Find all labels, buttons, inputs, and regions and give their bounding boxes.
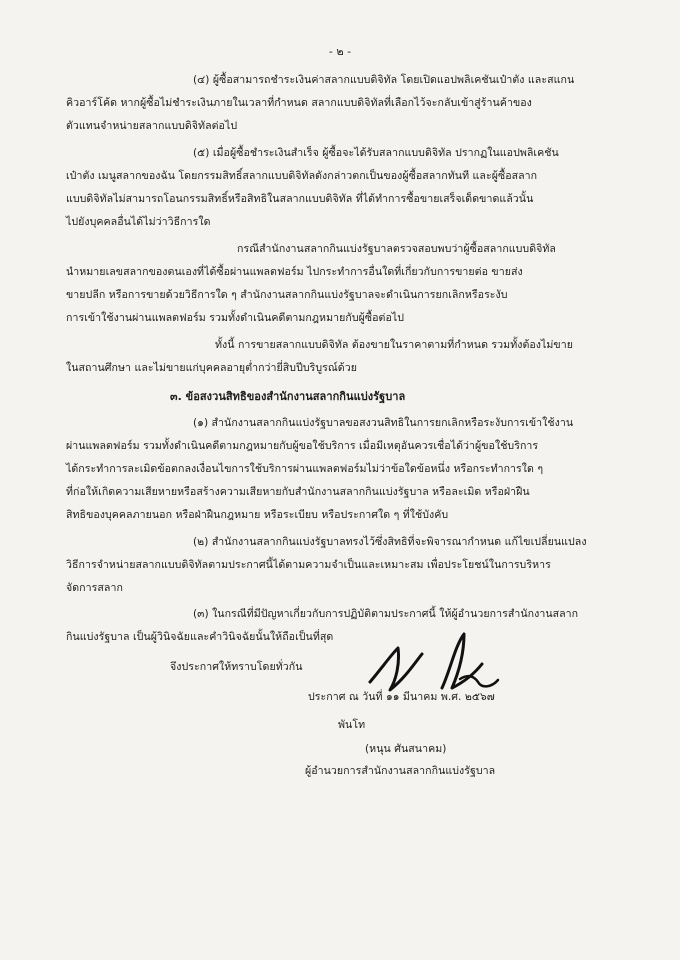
text-line: จัดการสลาก	[66, 582, 123, 594]
section-heading: ๓. ข้อสงวนสิทธิของสำนักงานสลากกินแบ่งรัฐบาล	[170, 390, 406, 403]
closing-statement: จึงประกาศให้ทราบโดยทั่วกัน	[170, 661, 303, 673]
text-line: ไปยังบุคคลอื่นได้ไม่ว่าวิธีการใด	[66, 216, 211, 228]
text-line: ขายปลีก หรือการขายด้วยวิธีการใด ๆ สำนักงานสลากกินแบ่งรัฐบาลจะดำเนินการยกเลิกหรือระงับ	[66, 289, 508, 301]
text-line: ทั้งนี้ การขายสลากแบบดิจิทัล ต้องขายในราคาตามที่กำหนด รวมทั้งต้องไม่ขาย	[215, 339, 573, 351]
text-line: การเข้าใช้งานผ่านแพลตฟอร์ม รวมทั้งดำเนินคดีตามกฎหมายกับผู้ซื้อต่อไป	[66, 312, 405, 324]
text-line: ในสถานศึกษา และไม่ขายแก่บุคคลอายุต่ำกว่ายี่สิบปีบริบูรณ์ด้วย	[66, 362, 357, 374]
page-number: - ๒ -	[328, 45, 352, 58]
text-line: แบบดิจิทัลไม่สามารถโอนกรรมสิทธิ์หรือสิทธิในสลากแบบดิจิทัล ที่ได้ทำการซื้อขายเสร็จเด็ดขาดแล้วนั้น	[66, 193, 534, 205]
text-line: สิทธิของบุคคลภายนอก หรือฝ่าฝืนกฎหมาย หรือระเบียบ หรือประกาศใด ๆ ที่ใช้บังคับ	[66, 509, 449, 521]
text-line: คิวอาร์โค้ด หากผู้ซื้อไม่ชำระเงินภายในเวลาที่กำหนด สลากแบบดิจิทัลที่เลือกไว้จะกลับเข้าสู่ร้านค้าของ	[66, 97, 532, 109]
rank-title: พันโท	[338, 719, 366, 731]
announcement-date: ประกาศ ณ วันที่ ๑๑ มีนาคม พ.ศ. ๒๕๖๗	[308, 691, 495, 703]
signatory-position: ผู้อำนวยการสำนักงานสลากกินแบ่งรัฐบาล	[305, 765, 496, 777]
text-line: (๕) เมื่อผู้ซื้อชำระเงินสำเร็จ ผู้ซื้อจะได้รับสลากแบบดิจิทัล ปรากฏในแอปพลิเคชัน	[193, 147, 559, 159]
text-line: กินแบ่งรัฐบาล เป็นผู้วินิจฉัยและคำวินิจฉัยนั้นให้ถือเป็นที่สุด	[66, 631, 334, 643]
text-line: (๔) ผู้ซื้อสามารถชำระเงินค่าสลากแบบดิจิทัล โดยเปิดแอปพลิเคชันเป๋าตัง และสแกน	[193, 74, 575, 86]
text-line: นำหมายเลขสลากของตนเองที่ได้ซื้อผ่านแพลตฟอร์ม ไปกระทำการอื่นใดที่เกี่ยวกับการขายต่อ ขายส่ง	[66, 266, 523, 278]
text-line: ที่ก่อให้เกิดความเสียหายหรือสร้างความเสียหายกับสำนักงานสลากกินแบ่งรัฐบาล หรือละเมิด หรือฝ่าฝืน	[66, 486, 530, 498]
text-line: กรณีสำนักงานสลากกินแบ่งรัฐบาลตรวจสอบพบว่าผู้ซื้อสลากแบบดิจิทัล	[237, 243, 556, 255]
signatory-name: (หนุน ศันสนาคม)	[365, 743, 447, 755]
text-line: (๑) สำนักงานสลากกินแบ่งรัฐบาลขอสงวนสิทธิในการยกเลิกหรือระงับการเข้าใช้งาน	[193, 417, 574, 429]
text-line: ตัวแทนจำหน่ายสลากแบบดิจิทัลต่อไป	[66, 120, 238, 132]
handwritten-signature	[360, 626, 510, 696]
text-line: เป๋าตัง เมนูสลากของฉัน โดยกรรมสิทธิ์สลากแบบดิจิทัลดังกล่าวตกเป็นของผู้ซื้อสลากทันที และผู้ซื้อสลาก	[66, 170, 538, 182]
text-line: ได้กระทำการละเมิดข้อตกลงเงื่อนไขการใช้บริการผ่านแพลตฟอร์มไม่ว่าข้อใดข้อหนึ่ง หรือกระทำการใด ๆ	[66, 463, 544, 475]
text-line: (๒) สำนักงานสลากกินแบ่งรัฐบาลทรงไว้ซึ่งสิทธิที่จะพิจารณากำหนด แก้ไขเปลี่ยนแปลง	[193, 536, 587, 548]
text-line: (๓) ในกรณีที่มีปัญหาเกี่ยวกับการปฏิบัติตามประกาศนี้ ให้ผู้อำนวยการสำนักงานสลาก	[193, 608, 579, 620]
text-line: ผ่านแพลตฟอร์ม รวมทั้งดำเนินคดีตามกฎหมายกับผู้ขอใช้บริการ เมื่อมีเหตุอันควรเชื่อได้ว่าผู้ขอใช้บริการ	[66, 440, 539, 452]
text-line: วิธีการจำหน่ายสลากแบบดิจิทัลตามประกาศนี้ได้ตามความจำเป็นและเหมาะสม เพื่อประโยชน์ในการบริหาร	[66, 559, 551, 571]
